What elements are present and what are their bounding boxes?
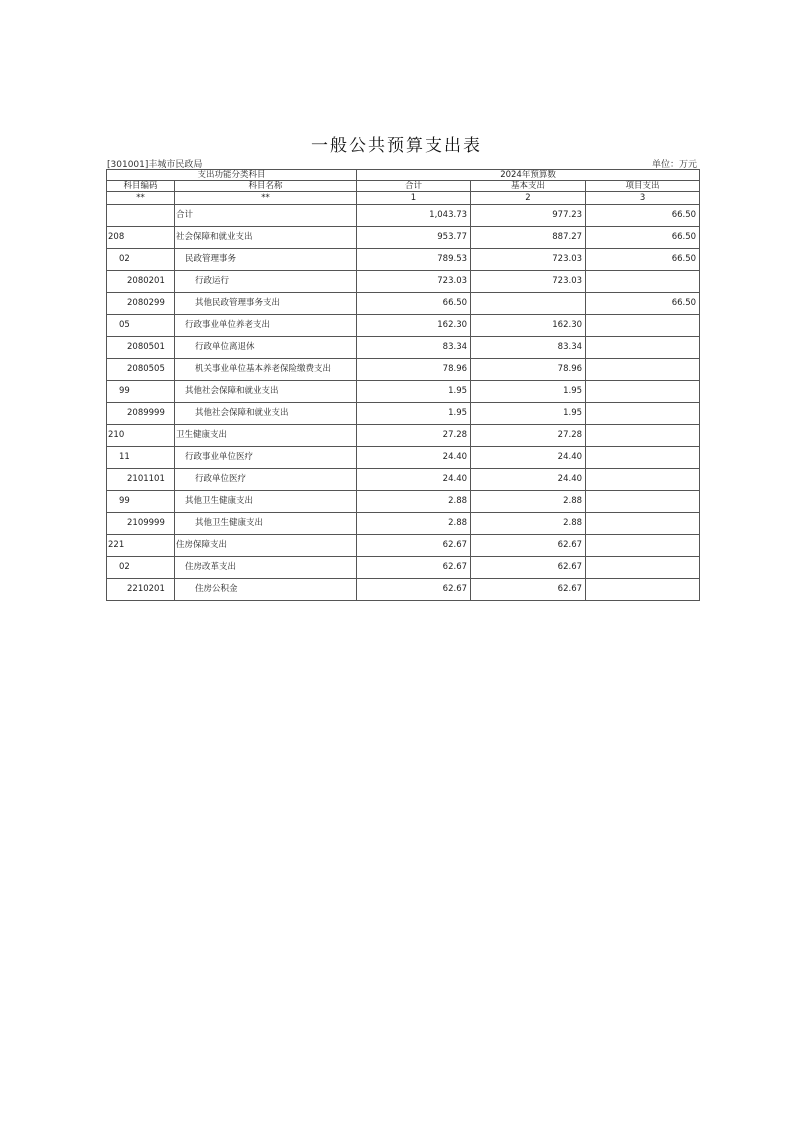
basic-cell: 27.28 (471, 425, 586, 447)
basic-cell: 723.03 (471, 249, 586, 271)
total-cell: 62.67 (357, 579, 471, 601)
table-row (107, 249, 700, 271)
marker-cell: 3 (586, 192, 700, 205)
code-cell: 2080505 (107, 359, 175, 381)
code-cell: 02 (107, 249, 175, 271)
table-header (107, 170, 700, 192)
basic-cell: 83.34 (471, 337, 586, 359)
table-row (107, 227, 700, 249)
total-cell: 83.34 (357, 337, 471, 359)
code-cell: 2080299 (107, 293, 175, 315)
project-cell: 66.50 (586, 249, 700, 271)
header-project: 项目支出 (586, 181, 700, 192)
name-cell: 行政单位离退休 (175, 337, 357, 359)
table-row (107, 579, 700, 601)
header-total: 合计 (357, 181, 471, 192)
basic-cell: 62.67 (471, 557, 586, 579)
header-functional-classification: 支出功能分类科目 (107, 170, 357, 181)
code-cell: 2080201 (107, 271, 175, 293)
project-cell (586, 447, 700, 469)
total-cell: 27.28 (357, 425, 471, 447)
table-row (107, 491, 700, 513)
name-cell: 其他社会保障和就业支出 (175, 403, 357, 425)
name-cell: 其他民政管理事务支出 (175, 293, 357, 315)
code-cell: 99 (107, 491, 175, 513)
total-cell: 24.40 (357, 469, 471, 491)
code-cell: 208 (107, 227, 175, 249)
basic-cell: 2.88 (471, 513, 586, 535)
total-cell: 2.88 (357, 491, 471, 513)
total-cell: 789.53 (357, 249, 471, 271)
basic-cell: 1.95 (471, 381, 586, 403)
table-row (107, 425, 700, 447)
name-cell: 住房保障支出 (175, 535, 357, 557)
project-cell (586, 359, 700, 381)
total-cell: 1,043.73 (357, 205, 471, 227)
code-cell: 210 (107, 425, 175, 447)
basic-cell: 62.67 (471, 579, 586, 601)
total-cell: 66.50 (357, 293, 471, 315)
table-row (107, 535, 700, 557)
name-cell: 住房改革支出 (175, 557, 357, 579)
basic-cell: 162.30 (471, 315, 586, 337)
table-row (107, 447, 700, 469)
name-cell: 民政管理事务 (175, 249, 357, 271)
code-cell: 05 (107, 315, 175, 337)
marker-cell: 2 (471, 192, 586, 205)
project-cell (586, 381, 700, 403)
total-cell: 2.88 (357, 513, 471, 535)
table-row (107, 359, 700, 381)
basic-cell: 1.95 (471, 403, 586, 425)
name-cell: 其他社会保障和就业支出 (175, 381, 357, 403)
table-row (107, 337, 700, 359)
table-row (107, 469, 700, 491)
name-cell: 行政事业单位养老支出 (175, 315, 357, 337)
project-cell (586, 513, 700, 535)
project-cell (586, 403, 700, 425)
total-cell: 1.95 (357, 381, 471, 403)
header-code: 科目编码 (107, 181, 175, 192)
project-cell: 66.50 (586, 227, 700, 249)
marker-cell: ** (107, 192, 175, 205)
code-cell: 2089999 (107, 403, 175, 425)
basic-cell: 24.40 (471, 469, 586, 491)
code-cell: 2080501 (107, 337, 175, 359)
table-row (107, 403, 700, 425)
code-cell: 221 (107, 535, 175, 557)
document-title: 一般公共预算支出表 (311, 136, 482, 156)
code-cell: 99 (107, 381, 175, 403)
table-row (107, 205, 700, 227)
project-cell: 66.50 (586, 293, 700, 315)
table-row (107, 293, 700, 315)
basic-cell: 2.88 (471, 491, 586, 513)
unit-label: 单位：万元 (651, 160, 697, 170)
name-cell: 行政事业单位医疗 (175, 447, 357, 469)
total-cell: 1.95 (357, 403, 471, 425)
header-basic: 基本支出 (471, 181, 586, 192)
total-cell: 62.67 (357, 535, 471, 557)
basic-cell: 78.96 (471, 359, 586, 381)
project-cell (586, 337, 700, 359)
name-cell: 其他卫生健康支出 (175, 513, 357, 535)
header-name: 科目名称 (175, 181, 357, 192)
name-cell: 行政运行 (175, 271, 357, 293)
basic-cell: 24.40 (471, 447, 586, 469)
project-cell (586, 469, 700, 491)
table-row (107, 271, 700, 293)
name-cell: 卫生健康支出 (175, 425, 357, 447)
basic-cell (471, 293, 586, 315)
project-cell: 66.50 (586, 205, 700, 227)
total-cell: 78.96 (357, 359, 471, 381)
table-row (107, 557, 700, 579)
table-row (107, 381, 700, 403)
code-cell: 11 (107, 447, 175, 469)
basic-cell: 62.67 (471, 535, 586, 557)
department-label: [301001]丰城市民政局 (107, 160, 203, 170)
project-cell (586, 271, 700, 293)
code-cell (107, 205, 175, 227)
name-cell: 合计 (175, 205, 357, 227)
column-index-row (107, 192, 700, 205)
code-cell: 02 (107, 557, 175, 579)
project-cell (586, 491, 700, 513)
total-cell: 162.30 (357, 315, 471, 337)
code-cell: 2109999 (107, 513, 175, 535)
basic-cell: 977.23 (471, 205, 586, 227)
name-cell: 机关事业单位基本养老保险缴费支出 (175, 359, 357, 381)
header-budget-year: 2024年预算数 (357, 170, 700, 181)
project-cell (586, 425, 700, 447)
name-cell: 行政单位医疗 (175, 469, 357, 491)
table-row (107, 513, 700, 535)
code-cell: 2210201 (107, 579, 175, 601)
header-row-columns (107, 181, 700, 192)
budget-table (106, 169, 700, 601)
project-cell (586, 579, 700, 601)
project-cell (586, 557, 700, 579)
marker-cell: 1 (357, 192, 471, 205)
code-cell: 2101101 (107, 469, 175, 491)
total-cell: 723.03 (357, 271, 471, 293)
header-row-groups (107, 170, 700, 181)
project-cell (586, 315, 700, 337)
name-cell: 其他卫生健康支出 (175, 491, 357, 513)
project-cell (586, 535, 700, 557)
table-body (107, 192, 700, 601)
total-cell: 62.67 (357, 557, 471, 579)
name-cell: 住房公积金 (175, 579, 357, 601)
table-row (107, 315, 700, 337)
marker-cell: ** (175, 192, 357, 205)
name-cell: 社会保障和就业支出 (175, 227, 357, 249)
total-cell: 24.40 (357, 447, 471, 469)
basic-cell: 887.27 (471, 227, 586, 249)
basic-cell: 723.03 (471, 271, 586, 293)
total-cell: 953.77 (357, 227, 471, 249)
